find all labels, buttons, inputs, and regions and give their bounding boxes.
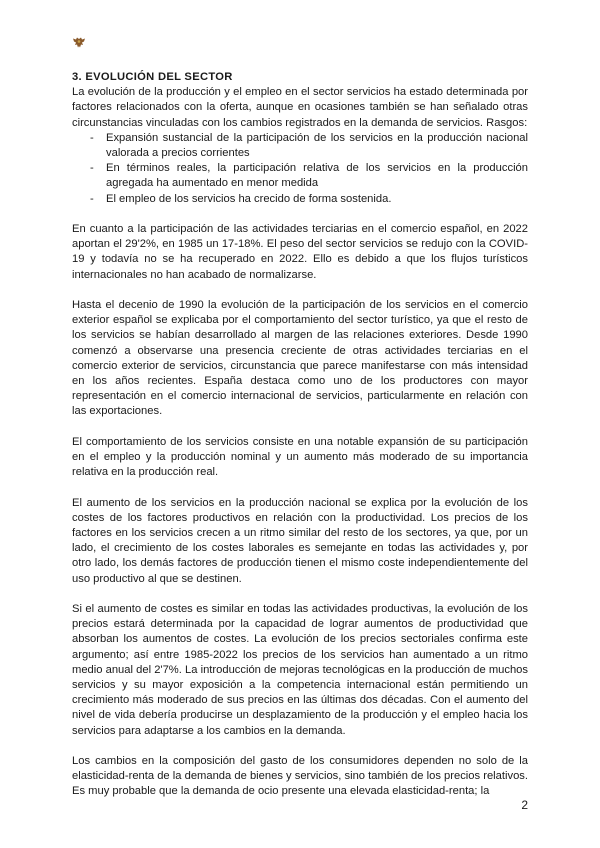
paragraph-consumer-spending: Los cambios en la composición del gasto de los consumidores dependen no solo de la elasticidad-renta de la demanda de bienes y servicios, sino también de los precios relativos. Es muy probable que la demanda de ocio presente una elevada elasticidad-renta; la [72, 755, 528, 798]
intro-paragraph: La evolución de la producción y el empleo en el sector servicios ha estado determinada por factores relacionados con la oferta, aunque en ocasiones también se han señalado otras circunstancias vinculadas con los cambios registrados en la demanda de servicios. Rasgos: [72, 86, 528, 129]
list-item-text: El empleo de los servicios ha crecido de forma sostenida. [106, 192, 392, 205]
page-number: 2 [521, 798, 528, 812]
paragraph-factor-costs: El aumento de los servicios en la producción nacional se explica por la evolución de los costes de los factores productivos en relación con la productividad. Los precios de los factores en los servicios crecen a un ritmo similar del resto de los sectores, ya que, por un lado, el crecimiento de los costes laborales es semejante en todas las actividades y, por otro lado, los demás factores de producción tienen el mismo coste independientemente del uso productivo al que se destinen. [72, 496, 528, 585]
list-item [72, 192, 528, 207]
list-item-text: Expansión sustancial de la participación de los servicios en la producción nacional valorada a precios corrientes [106, 131, 528, 160]
paragraph-prices: Si el aumento de costes es similar en todas las actividades productivas, la evolución de los precios estará determinada por la capacidad de lograr aumentos de productividad que absorban los aumentos de costes. La evolución de los precios sectoriales confirma este argumento; así entre 1985-2022 los precios de los servicios han aumentado a un ritmo medio anual del 2'7%. La introducción de mejoras tecnológicas en la producción de muchos servicios y su mayor exposición a la competencia internacional están permitiendo un crecimiento más moderado de sus precios en las últimas dos décadas. Con el aumento del nivel de vida debería producirse un desplazamiento de la producción y el empleo hacia los servicios para adaptarse a los cambios en la demanda. [72, 603, 528, 737]
section-title: 3. EVOLUCIÓN DEL SECTOR [72, 71, 233, 83]
paragraph-employment: El comportamiento de los servicios consiste en una notable expansión de su participación en el empleo y la producción nominal y un aumento más moderado de su importancia relativa en la producción real. [72, 435, 528, 479]
bullet-dash: - [90, 192, 94, 205]
list-item [72, 131, 528, 161]
bullet-dash: - [90, 131, 94, 144]
bullet-dash: - [90, 162, 94, 175]
list-item [72, 161, 528, 191]
paragraph-external-trade: Hasta el decenio de 1990 la evolución de la participación de los servicios en el comercio exterior español se explicaba por el comportamiento del sector turístico, ya que el resto de los servicios se habían desarrollado al margen de las relaciones exteriores. Desde 1990 comenzó a observarse una presencia creciente de otras actividades terciarias en el comercio exterior de servicios, circunstancia que parece manifestarse con más intensidad en los años recientes. España destaca como uno de los productores con mayor representación en el comercio internacional de servicios, particularmente en relación con las exportaciones. [72, 299, 528, 418]
eagle-emblem-icon [72, 36, 86, 48]
document-body [72, 70, 528, 815]
bullet-list [72, 131, 528, 207]
list-item-text: En términos reales, la participación relativa de los servicios en la producción agregada ha aumentado en menor medida [106, 162, 528, 190]
paragraph-trade-share: En cuanto a la participación de las actividades terciarias en el comercio español, en 2022 aportan el 29'2%, en 1985 un 17-18%. El peso del sector servicios se redujo con la COVID-19 y todavía no se ha recuperado en 2022. Ello es debido a que los flujos turísticos internacionales no han acabado de normalizarse. [72, 223, 528, 281]
